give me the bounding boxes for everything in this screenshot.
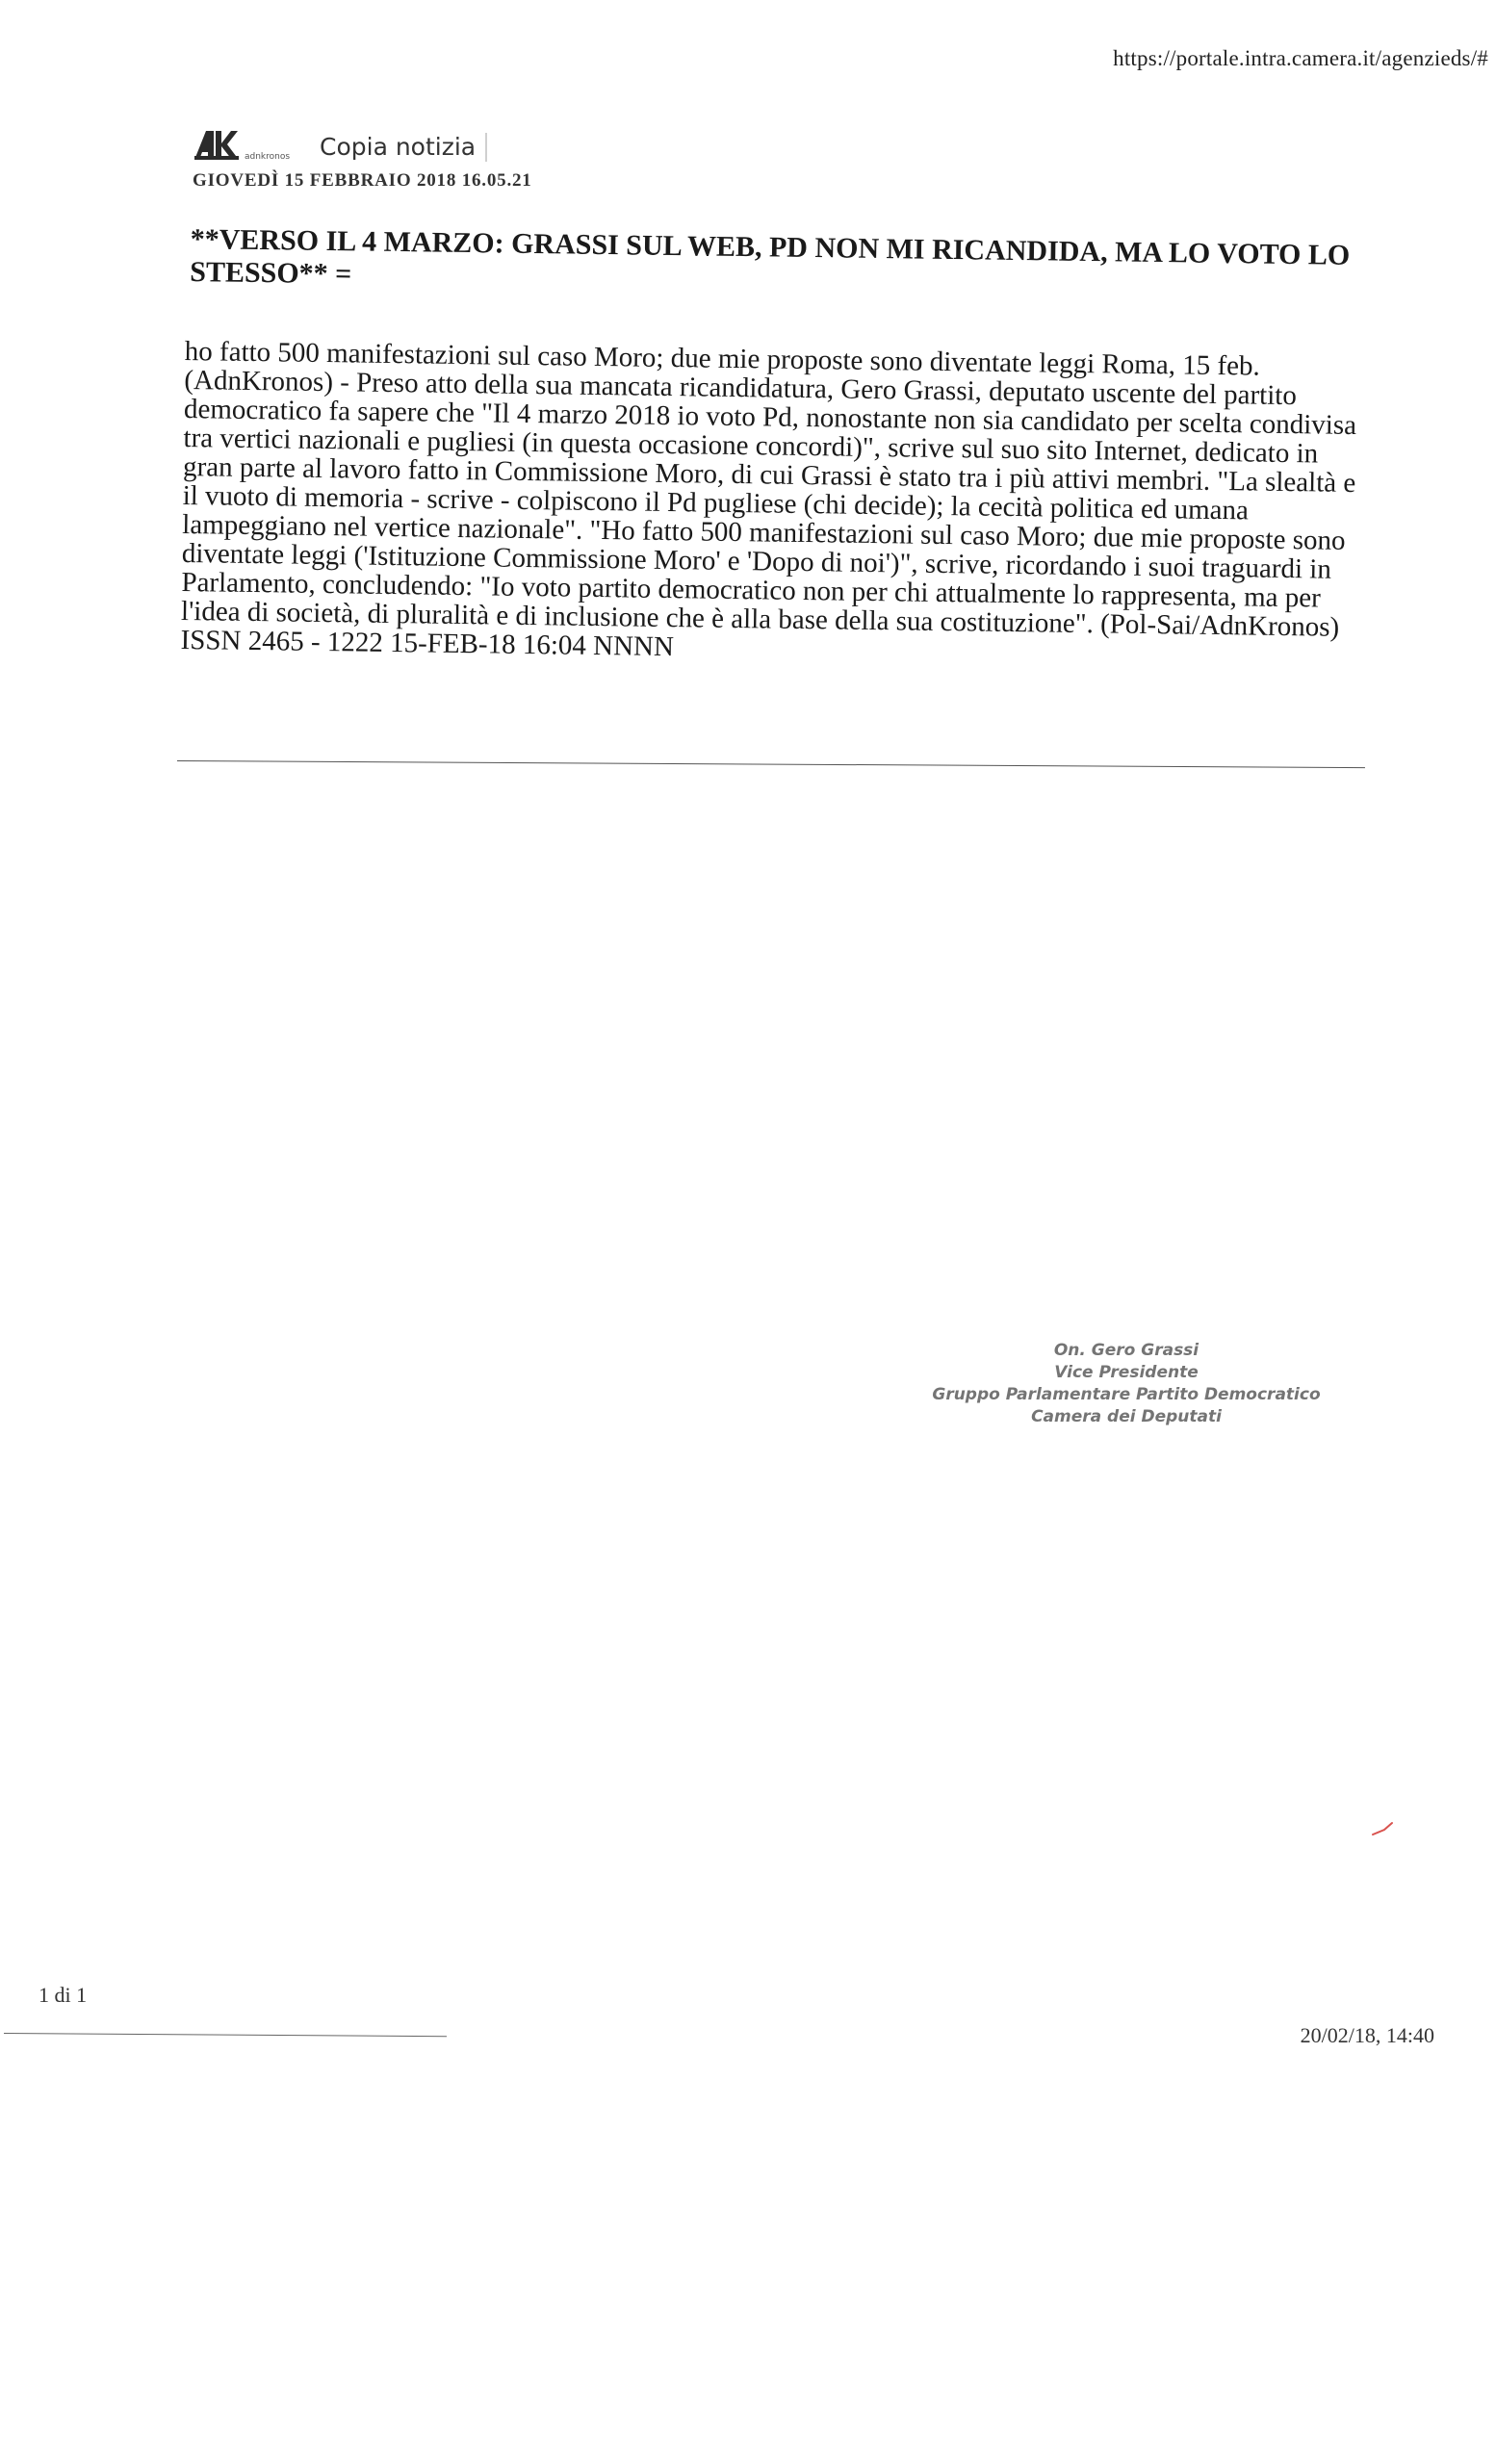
adnkronos-header	[193, 127, 487, 162]
article-headline: **VERSO IL 4 MARZO: GRASSI SUL WEB, PD NON MI RICANDIDA, MA LO VOTO LO STESSO** =	[190, 223, 1351, 291]
stamp-name: On. Gero Grassi	[1053, 1341, 1199, 1360]
adnkronos-brand-text: adnkronos	[245, 152, 291, 162]
page-url: https://portale.intra.camera.it/agenzieds/#	[1113, 46, 1488, 70]
divider-line	[177, 760, 1365, 768]
copy-notice-label: Copia notizia	[320, 133, 487, 162]
pen-mark-icon	[1371, 1821, 1394, 1836]
adnkronos-logo	[193, 127, 316, 162]
footer-divider	[4, 2033, 447, 2037]
page-count: 1 di 1	[39, 1983, 88, 2007]
stamp-institution: Camera dei Deputati	[1031, 1407, 1222, 1426]
official-stamp	[924, 1340, 1328, 1428]
stamp-role: Vice Presidente	[1054, 1363, 1199, 1382]
article-body: ho fatto 500 manifestazioni sul caso Moro; due mie proposte sono diventate leggi Roma, 15 feb. (AdnKronos) - Preso atto della sua mancata ricandidatura, Gero Grassi, deputato uscente del partito democratico fa sapere che "Il 4 marzo 2018 io voto Pd, nonostante non sia candidato per scelta condivisa tra vertici nazionali e pugliesi (in questa occasione concordi)", scrive sul suo sito Internet, dedicato in gran parte al lavoro fatto in Commissione Moro, di cui Grassi è stato tra i più attivi membri. "La slealtà e il vuoto di memoria - scrive - colpiscono il Pd pugliese (chi decide); la cecità politica ed umana lampeggiano nel vertice nazionale". "Ho fatto 500 manifestazioni sul caso Moro; due mie proposte sono diventate leggi ('Istituzione Commissione Moro' e 'Dopo di noi')", scrive, ricordando i suoi traguardi in Parlamento, concludendo: "Io voto partito democratico non per chi attualmente lo rappresenta, ma per l'idea di società, di pluralità e di inclusione che è alla base della sua costituzione". (Pol-Sai/AdnKronos) ISSN 2465 - 1222 15-FEB-18 16:04 NNNN	[180, 336, 1357, 663]
stamp-group: Gruppo Parlamentare Partito Democratico	[932, 1385, 1321, 1404]
print-timestamp: 20/02/18, 14:40	[1300, 2023, 1434, 2047]
notice-date: GIOVEDÌ 15 FEBBRAIO 2018 16.05.21	[193, 170, 532, 191]
